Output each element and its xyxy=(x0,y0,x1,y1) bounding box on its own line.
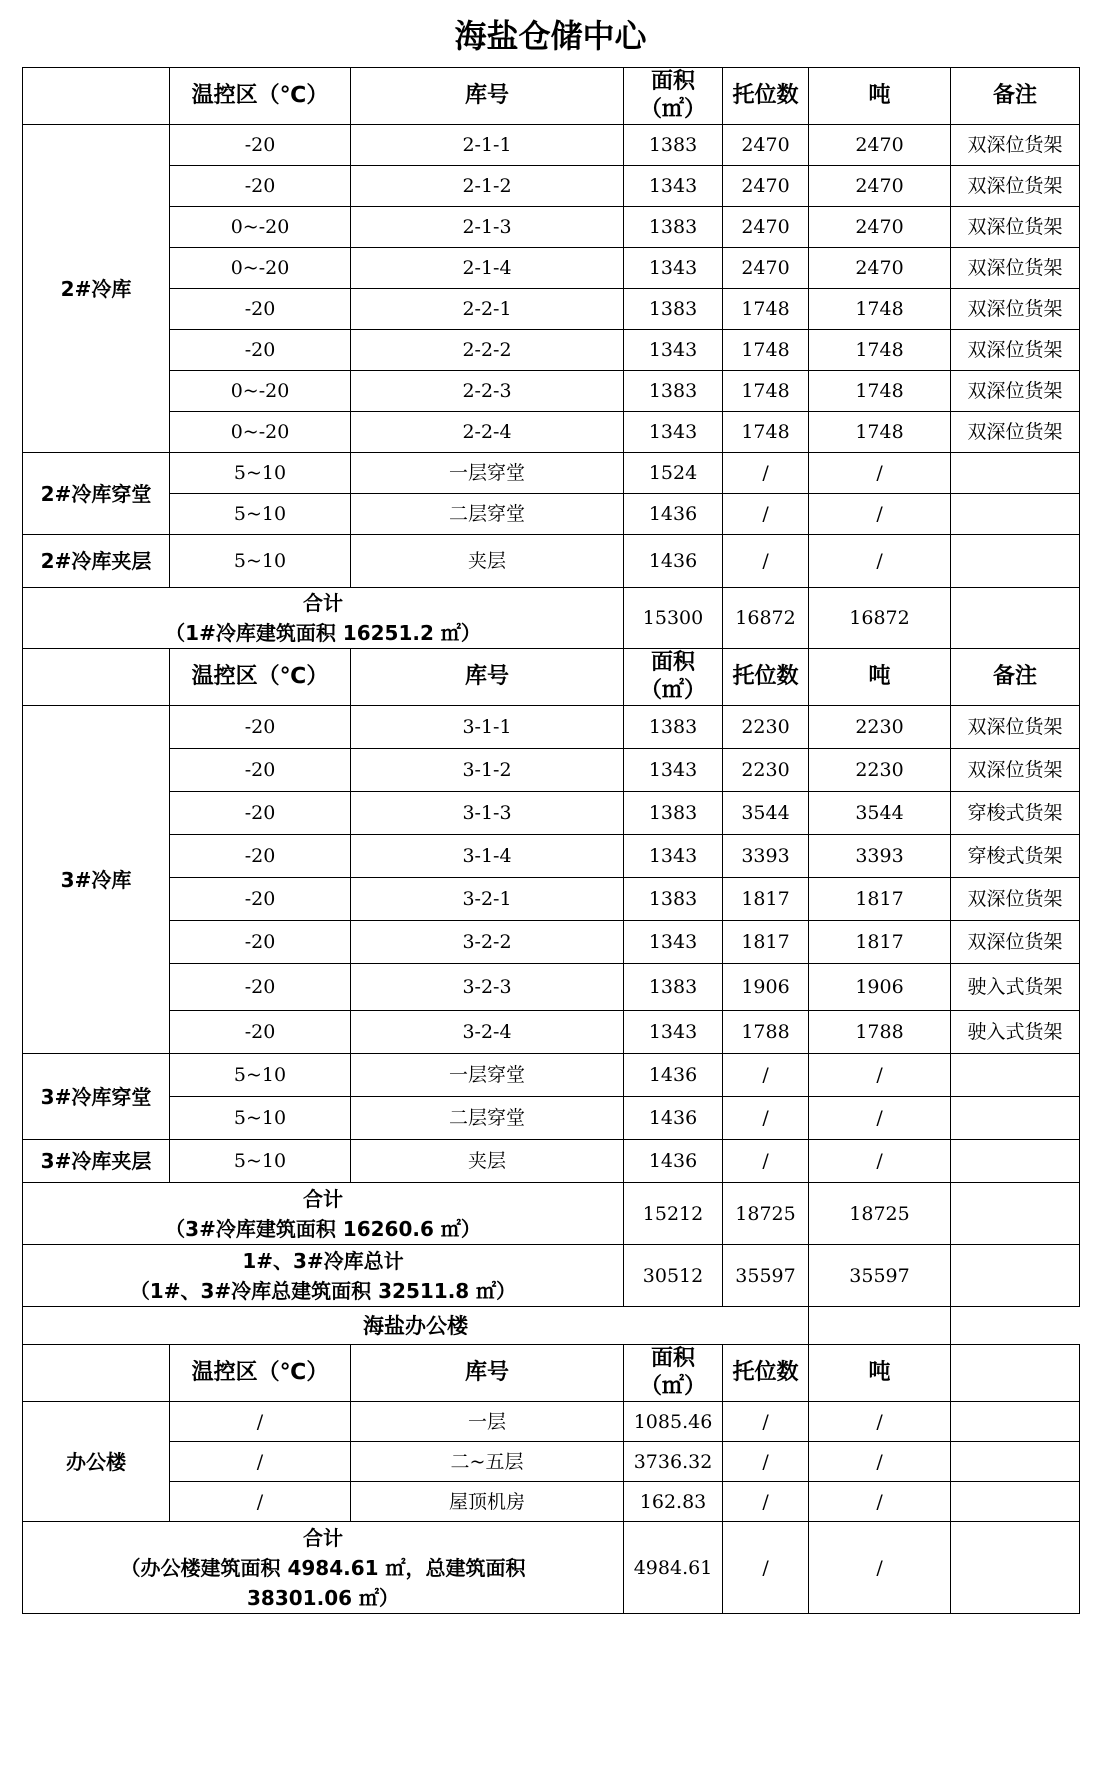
tons-cell: / xyxy=(809,1482,951,1522)
tons-cell: 3393 xyxy=(809,835,951,878)
note-cell xyxy=(951,1140,1080,1183)
temp-cell: 5~10 xyxy=(170,535,351,588)
note-cell: 双深位货架 xyxy=(951,749,1080,792)
total-label-line-2: （3#冷库建筑面积 16260.6 ㎡） xyxy=(165,1216,481,1241)
pallets-cell: / xyxy=(723,1097,809,1140)
table-row xyxy=(23,289,1080,330)
table-row xyxy=(23,248,1080,289)
total-label-line-2: （办公楼建筑面积 4984.61 ㎡，总建筑面积 xyxy=(120,1555,526,1580)
total-label-line-2: （1#冷库建筑面积 16251.2 ㎡） xyxy=(165,621,481,645)
area-cell: 1383 xyxy=(624,125,723,166)
header-temp: 温控区（℃） xyxy=(170,1345,351,1402)
tons-cell: 2470 xyxy=(809,125,951,166)
table-row xyxy=(23,412,1080,453)
tons-cell: 2470 xyxy=(809,248,951,289)
note-cell xyxy=(951,1054,1080,1097)
table-row xyxy=(23,453,1080,494)
note-cell: 双深位货架 xyxy=(951,706,1080,749)
note-cell xyxy=(951,1402,1080,1442)
code-cell: 3-2-2 xyxy=(351,921,624,964)
storage-table xyxy=(22,67,1080,1614)
note-cell: 双深位货架 xyxy=(951,878,1080,921)
area-cell: 1383 xyxy=(624,706,723,749)
note-cell xyxy=(951,453,1080,494)
table-row xyxy=(23,792,1080,835)
area-cell: 1343 xyxy=(624,835,723,878)
tons-cell: 2230 xyxy=(809,749,951,792)
temp-cell: 0~-20 xyxy=(170,248,351,289)
header-note: 备注 xyxy=(951,649,1080,706)
note-cell: 双深位货架 xyxy=(951,289,1080,330)
total-area: 30512 xyxy=(624,1245,723,1307)
code-cell: 3-1-2 xyxy=(351,749,624,792)
temp-cell: -20 xyxy=(170,835,351,878)
code-cell: 夹层 xyxy=(351,1140,624,1183)
table-row xyxy=(23,835,1080,878)
note-cell: 双深位货架 xyxy=(951,412,1080,453)
code-cell: 2-1-2 xyxy=(351,166,624,207)
group-label: 2#冷库穿堂 xyxy=(23,453,170,535)
code-cell: 3-1-1 xyxy=(351,706,624,749)
group-label: 2#冷库夹层 xyxy=(23,535,170,588)
code-cell: 3-1-3 xyxy=(351,792,624,835)
area-cell: 1524 xyxy=(624,453,723,494)
total-row xyxy=(23,588,1080,649)
area-cell: 1436 xyxy=(624,494,723,535)
group-label: 2#冷库 xyxy=(23,125,170,453)
note-cell: 双深位货架 xyxy=(951,330,1080,371)
area-cell: 1383 xyxy=(624,207,723,248)
tons-cell: 1817 xyxy=(809,921,951,964)
code-cell: 二层穿堂 xyxy=(351,1097,624,1140)
temp-cell: 5~10 xyxy=(170,453,351,494)
table-row xyxy=(23,371,1080,412)
pallets-cell: 2470 xyxy=(723,166,809,207)
code-cell: 2-2-3 xyxy=(351,371,624,412)
area-cell: 1383 xyxy=(624,878,723,921)
area-cell: 1343 xyxy=(624,166,723,207)
tons-cell: 1748 xyxy=(809,289,951,330)
area-cell: 3736.32 xyxy=(624,1442,723,1482)
tons-cell: / xyxy=(809,1402,951,1442)
total-area: 4984.61 xyxy=(624,1522,723,1614)
total-tons: / xyxy=(809,1522,951,1614)
temp-cell: / xyxy=(170,1402,351,1442)
temp-cell: -20 xyxy=(170,330,351,371)
total-tons: 35597 xyxy=(809,1245,951,1307)
total-label xyxy=(23,1522,624,1614)
note-cell: 双深位货架 xyxy=(951,248,1080,289)
pallets-cell: / xyxy=(723,494,809,535)
header-pallets: 托位数 xyxy=(723,68,809,125)
area-cell: 162.83 xyxy=(624,1482,723,1522)
tons-cell: / xyxy=(809,1097,951,1140)
note-cell xyxy=(951,1097,1080,1140)
total-pallets: 35597 xyxy=(723,1245,809,1307)
header-pallets: 托位数 xyxy=(723,1345,809,1402)
pallets-cell: / xyxy=(723,1482,809,1522)
pallets-cell: 2230 xyxy=(723,706,809,749)
header-pallets: 托位数 xyxy=(723,649,809,706)
storage-table-body xyxy=(23,68,1080,1614)
pallets-cell: 2470 xyxy=(723,207,809,248)
pallets-cell: 1748 xyxy=(723,330,809,371)
total-pallets: / xyxy=(723,1522,809,1614)
header-area: 面积（㎡） xyxy=(624,68,723,125)
group-label: 3#冷库夹层 xyxy=(23,1140,170,1183)
note-cell xyxy=(951,494,1080,535)
pallets-cell: 1748 xyxy=(723,371,809,412)
temp-cell: 5~10 xyxy=(170,1097,351,1140)
table-row xyxy=(23,166,1080,207)
total-label-line-1: 合计 xyxy=(303,1525,343,1550)
temp-cell: -20 xyxy=(170,878,351,921)
total-label-line-1: 1#、3#冷库总计 xyxy=(242,1248,404,1273)
tons-cell: / xyxy=(809,535,951,588)
total-area: 15300 xyxy=(624,588,723,649)
pallets-cell: / xyxy=(723,1442,809,1482)
office-section-title: 海盐办公楼 xyxy=(23,1307,809,1345)
note-cell: 穿梭式货架 xyxy=(951,792,1080,835)
temp-cell: 0~-20 xyxy=(170,412,351,453)
tons-cell: 1788 xyxy=(809,1011,951,1054)
table-row xyxy=(23,921,1080,964)
pallets-cell: / xyxy=(723,1140,809,1183)
note-cell: 双深位货架 xyxy=(951,166,1080,207)
header-row xyxy=(23,1345,1080,1402)
header-blank-cell xyxy=(23,1345,170,1402)
total-label-line-2: （1#、3#冷库总建筑面积 32511.8 ㎡） xyxy=(129,1278,517,1303)
tons-cell: 2470 xyxy=(809,207,951,248)
office-section-title-row xyxy=(23,1307,1080,1345)
header-temp: 温控区（℃） xyxy=(170,649,351,706)
area-cell: 1343 xyxy=(624,749,723,792)
code-cell: 屋顶机房 xyxy=(351,1482,624,1522)
area-cell: 1436 xyxy=(624,1054,723,1097)
table-row xyxy=(23,749,1080,792)
tons-cell: 2230 xyxy=(809,706,951,749)
header-tons: 吨 xyxy=(809,1345,951,1402)
header-row xyxy=(23,649,1080,706)
pallets-cell: / xyxy=(723,535,809,588)
tons-cell: 1748 xyxy=(809,330,951,371)
total-note xyxy=(951,588,1080,649)
office-section-note xyxy=(809,1307,951,1345)
tons-cell: / xyxy=(809,1442,951,1482)
temp-cell: / xyxy=(170,1482,351,1522)
total-row xyxy=(23,1522,1080,1614)
table-row xyxy=(23,207,1080,248)
tons-cell: / xyxy=(809,1140,951,1183)
temp-cell: -20 xyxy=(170,1011,351,1054)
temp-cell: 5~10 xyxy=(170,1054,351,1097)
temp-cell: 5~10 xyxy=(170,1140,351,1183)
code-cell: 3-2-3 xyxy=(351,964,624,1011)
area-cell: 1436 xyxy=(624,1140,723,1183)
total-label xyxy=(23,588,624,649)
tons-cell: / xyxy=(809,1054,951,1097)
area-cell: 1436 xyxy=(624,535,723,588)
tons-cell: 1906 xyxy=(809,964,951,1011)
pallets-cell: 1906 xyxy=(723,964,809,1011)
area-cell: 1383 xyxy=(624,289,723,330)
header-blank-cell xyxy=(23,649,170,706)
total-row xyxy=(23,1183,1080,1245)
temp-cell: -20 xyxy=(170,166,351,207)
pallets-cell: 1748 xyxy=(723,412,809,453)
total-note xyxy=(951,1522,1080,1614)
header-code: 库号 xyxy=(351,649,624,706)
pallets-cell: 3544 xyxy=(723,792,809,835)
tons-cell: 1748 xyxy=(809,371,951,412)
total-note xyxy=(951,1245,1080,1307)
area-cell: 1343 xyxy=(624,248,723,289)
note-cell: 双深位货架 xyxy=(951,207,1080,248)
code-cell: 3-1-4 xyxy=(351,835,624,878)
area-cell: 1383 xyxy=(624,792,723,835)
pallets-cell: 1817 xyxy=(723,878,809,921)
code-cell: 一层 xyxy=(351,1402,624,1442)
note-cell xyxy=(951,1482,1080,1522)
header-blank-cell xyxy=(23,68,170,125)
pallets-cell: / xyxy=(723,1402,809,1442)
code-cell: 二~五层 xyxy=(351,1442,624,1482)
total-label-line-3: 38301.06 ㎡） xyxy=(247,1585,399,1610)
table-row xyxy=(23,964,1080,1011)
pallets-cell: 1817 xyxy=(723,921,809,964)
total-pallets: 16872 xyxy=(723,588,809,649)
pallets-cell: 2230 xyxy=(723,749,809,792)
table-row xyxy=(23,535,1080,588)
pallets-cell: 2470 xyxy=(723,248,809,289)
temp-cell: / xyxy=(170,1442,351,1482)
table-row xyxy=(23,1442,1080,1482)
area-cell: 1343 xyxy=(624,330,723,371)
temp-cell: -20 xyxy=(170,289,351,330)
area-cell: 1436 xyxy=(624,1097,723,1140)
code-cell: 一层穿堂 xyxy=(351,453,624,494)
code-cell: 2-2-1 xyxy=(351,289,624,330)
code-cell: 2-1-3 xyxy=(351,207,624,248)
note-cell: 驶入式货架 xyxy=(951,1011,1080,1054)
temp-cell: -20 xyxy=(170,792,351,835)
group-label: 3#冷库穿堂 xyxy=(23,1054,170,1140)
table-row xyxy=(23,706,1080,749)
total-label xyxy=(23,1245,624,1307)
code-cell: 2-1-1 xyxy=(351,125,624,166)
temp-cell: 5~10 xyxy=(170,494,351,535)
code-cell: 3-2-1 xyxy=(351,878,624,921)
area-cell: 1343 xyxy=(624,412,723,453)
header-area: 面积（㎡） xyxy=(624,1345,723,1402)
table-row xyxy=(23,878,1080,921)
table-row xyxy=(23,1011,1080,1054)
pallets-cell: 1788 xyxy=(723,1011,809,1054)
header-temp: 温控区（℃） xyxy=(170,68,351,125)
note-cell: 驶入式货架 xyxy=(951,964,1080,1011)
table-row xyxy=(23,1097,1080,1140)
total-area: 15212 xyxy=(624,1183,723,1245)
temp-cell: -20 xyxy=(170,749,351,792)
header-note: 备注 xyxy=(951,68,1080,125)
temp-cell: -20 xyxy=(170,125,351,166)
code-cell: 2-2-2 xyxy=(351,330,624,371)
total-note xyxy=(951,1183,1080,1245)
table-row xyxy=(23,1402,1080,1442)
header-code: 库号 xyxy=(351,68,624,125)
table-row xyxy=(23,1140,1080,1183)
area-cell: 1343 xyxy=(624,1011,723,1054)
header-tons: 吨 xyxy=(809,649,951,706)
table-row xyxy=(23,1054,1080,1097)
total-tons: 16872 xyxy=(809,588,951,649)
pallets-cell: / xyxy=(723,1054,809,1097)
total-label xyxy=(23,1183,624,1245)
area-cell: 1383 xyxy=(624,964,723,1011)
note-cell: 双深位货架 xyxy=(951,371,1080,412)
group-label: 3#冷库 xyxy=(23,706,170,1054)
pallets-cell: 3393 xyxy=(723,835,809,878)
pallets-cell: 2470 xyxy=(723,125,809,166)
note-cell xyxy=(951,1442,1080,1482)
table-row xyxy=(23,1482,1080,1522)
temp-cell: -20 xyxy=(170,706,351,749)
group-label: 办公楼 xyxy=(23,1402,170,1522)
table-row xyxy=(23,125,1080,166)
header-row xyxy=(23,68,1080,125)
note-cell xyxy=(951,535,1080,588)
header-note-blank xyxy=(951,1345,1080,1402)
tons-cell: 1817 xyxy=(809,878,951,921)
temp-cell: -20 xyxy=(170,921,351,964)
code-cell: 2-2-4 xyxy=(351,412,624,453)
area-cell: 1343 xyxy=(624,921,723,964)
pallets-cell: 1748 xyxy=(723,289,809,330)
table-row xyxy=(23,494,1080,535)
total-tons: 18725 xyxy=(809,1183,951,1245)
code-cell: 夹层 xyxy=(351,535,624,588)
header-area: 面积（㎡） xyxy=(624,649,723,706)
area-cell: 1085.46 xyxy=(624,1402,723,1442)
total-label-line-1: 合计 xyxy=(303,591,343,615)
code-cell: 2-1-4 xyxy=(351,248,624,289)
pallets-cell: / xyxy=(723,453,809,494)
code-cell: 一层穿堂 xyxy=(351,1054,624,1097)
tons-cell: 2470 xyxy=(809,166,951,207)
table-row xyxy=(23,330,1080,371)
total-pallets: 18725 xyxy=(723,1183,809,1245)
code-cell: 3-2-4 xyxy=(351,1011,624,1054)
tons-cell: 1748 xyxy=(809,412,951,453)
total-row xyxy=(23,1245,1080,1307)
total-label-line-1: 合计 xyxy=(303,1186,343,1211)
temp-cell: 0~-20 xyxy=(170,371,351,412)
temp-cell: 0~-20 xyxy=(170,207,351,248)
header-tons: 吨 xyxy=(809,68,951,125)
tons-cell: / xyxy=(809,453,951,494)
tons-cell: / xyxy=(809,494,951,535)
temp-cell: -20 xyxy=(170,964,351,1011)
code-cell: 二层穿堂 xyxy=(351,494,624,535)
area-cell: 1383 xyxy=(624,371,723,412)
note-cell: 穿梭式货架 xyxy=(951,835,1080,878)
tons-cell: 3544 xyxy=(809,792,951,835)
note-cell: 双深位货架 xyxy=(951,125,1080,166)
header-code: 库号 xyxy=(351,1345,624,1402)
note-cell: 双深位货架 xyxy=(951,921,1080,964)
page-title: 海盐仓储中心 xyxy=(454,17,647,55)
